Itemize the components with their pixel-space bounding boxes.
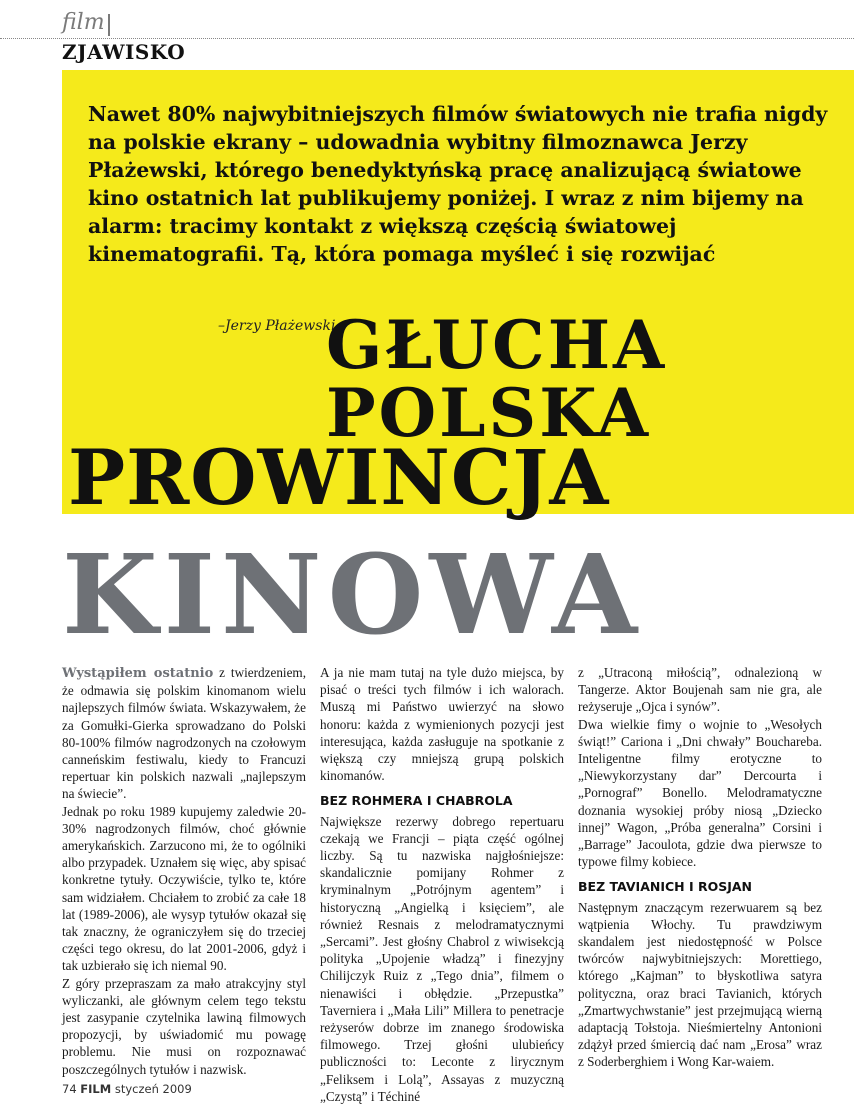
magazine-name: FILM [80, 1082, 112, 1096]
lead-text: Nawet 80% najwybitniejszych filmów światowych nie trafia nigdy na polskie ekrany – udowadnia wybitny filmoznawca Jerzy Płażewski, którego benedyktyńską pracę analizującą światowe kino ostatnich lat publikujemy poniżej. I wraz z nim bijemy na alarm: tracimy kontakt z większą częścią światowej kinematografii. Tą, która pomaga myśleć i się rozwijać [88, 102, 828, 266]
article-column-1 [62, 664, 306, 1077]
section-subheading: BEZ ROHMERA I CHABROLA [320, 793, 513, 809]
headline-line-1: GŁUCHA [326, 306, 668, 384]
section-name: film [62, 10, 105, 35]
paragraph: Jednak po roku 1989 kupujemy zaledwie 20-30% nagrodzonych filmów, choć głównie amerykańskich. Zarzucono mi, że to ogólniki albo przypadek. Uznałem się więc, aby spisać konkretne tytuły. Oczywiście, tylko te, które sam widziałem. Chciałem to zrobić za całe 18 lat (1989-2006), ale wysyp tytułów okazał się tak znaczny, że ograniczyłem się do trzeciej części tego okresu, do lat 2001-2006, gdyż i tak uzbierało się ich niemal 90. [62, 803, 306, 974]
headline-line-3: PROWINCJA [68, 433, 610, 522]
paragraph: Następnym znaczącym rezerwuarem są bez wątpienia Włochy. Tu prawdziwym skandalem jest niedostępność w Polsce twórców najwybitniejszych: Morettiego, którego „Kajman” to błyskotliwa satyra polityczna, oraz braci Tavianich, których „Zmartwychwstanie” jest przejmującą wierną adaptacją Tołstoja. Nieśmiertelny Antonioni zdążył przed śmiercią dać nam „Erosa” wraz z Soderberghiem i Wong Kar-waiem. [578, 899, 822, 1070]
paragraph: Największe rezerwy dobrego repertuaru czekają we Francji – piąta część ogólnej liczby. Są tu nazwiska najgłośniejsze: skandalicznie pomijany Rohmer z kryminalnym „Potrójnym agentem” i historyczną „Angielką i księciem”, ale również Resnais z melodramatycznymi „Sercami”. Jest głośny Chabrol z wiwisekcją polityka „Upojenie władzą” i finezyjny Chilijczyk Ruiz z „Tego dnia”, filmem o nienawiści i obłędzie. „Przepustka” Taverniera i „Mała Lili” Millera to penetracje reżyserów dobrze im znanego środowiska filmowego. Trzej głośni ulubieńcy publiczności to: Leconte z lirycznym „Feliksem i Lolą”, Assayas z muzyczną „Czystą” i Téchiné [320, 813, 564, 1104]
headline-line-2: POLSKA [326, 374, 652, 452]
lead-in-words: Wystąpiłem ostatnio [62, 666, 214, 681]
paragraph-text: z twierdzeniem, że odmawia się polskim kinomanom wielu najlepszych filmów świata. Wskazywałem, że za Gomułki-Gierka sprowadzano do Polski 80-100% filmów nagrodzonych na czołowym canneńskim festiwalu, kiedy to Francuzi repertuar kin polskich nazwali „najlepszym na świecie”. [62, 665, 306, 802]
paragraph: Z góry przepraszam za mało atrakcyjny styl wyliczanki, ale głównym celem tego tekstu jest zasypanie czytelnika lawiną filmowych propozycji, by uświadomić mu powagę problemu. Nie musi on rozpoznawać poszczególnych tytułów i nazwisk. [62, 975, 306, 1077]
issue-date: styczeń 2009 [114, 1082, 192, 1096]
header-dotted-rule [0, 38, 854, 39]
article-column-3 [578, 664, 822, 1074]
author-byline: –Jerzy Płażewski [218, 318, 336, 334]
page-header [0, 0, 854, 62]
page-footer [62, 1082, 192, 1096]
article-column-2 [320, 664, 564, 1104]
headline-line-4: KINOWA [62, 530, 644, 659]
paragraph [62, 664, 306, 803]
paragraph: Dwa wielkie fimy o wojnie to „Wesołych świąt!” Cariona i „Dni chwały” Bouchareba. Inteligentne filmy erotyczne to „Niewykorzystany dar” Dercourta i „Pornograf” Bonello. Melodramatyczne doznania wysokiej próby niosą „Dziecko innej” Wagon, „Próba generalna” Corsini i „Barrage” Jacoulota, gdzie dwa pierwsze to typowe filmy kobiece. [578, 716, 822, 870]
paragraph: z „Utraconą miłością”, odnalezioną w Tangerze. Aktor Boujenah sam nie gra, ale reżyseruje „Ojca i synów”. [578, 665, 822, 715]
section-subheading: BEZ TAVIANICH I ROSJAN [578, 879, 753, 895]
rubric-label: ZJAWISKO [62, 40, 186, 64]
section-divider [108, 14, 110, 36]
paragraph: A ja nie mam tutaj na tyle dużo miejsca, by pisać o treści tych filmów i ich walorach. Muszą mi Państwo uwierzyć na słowo honoru: każda z wymienionych pozycji jest interesująca, każda zasługuje na spotkanie z większą czy mniejszą grupą polskich kinomanów. [320, 665, 564, 784]
page-number: 74 [62, 1082, 77, 1096]
